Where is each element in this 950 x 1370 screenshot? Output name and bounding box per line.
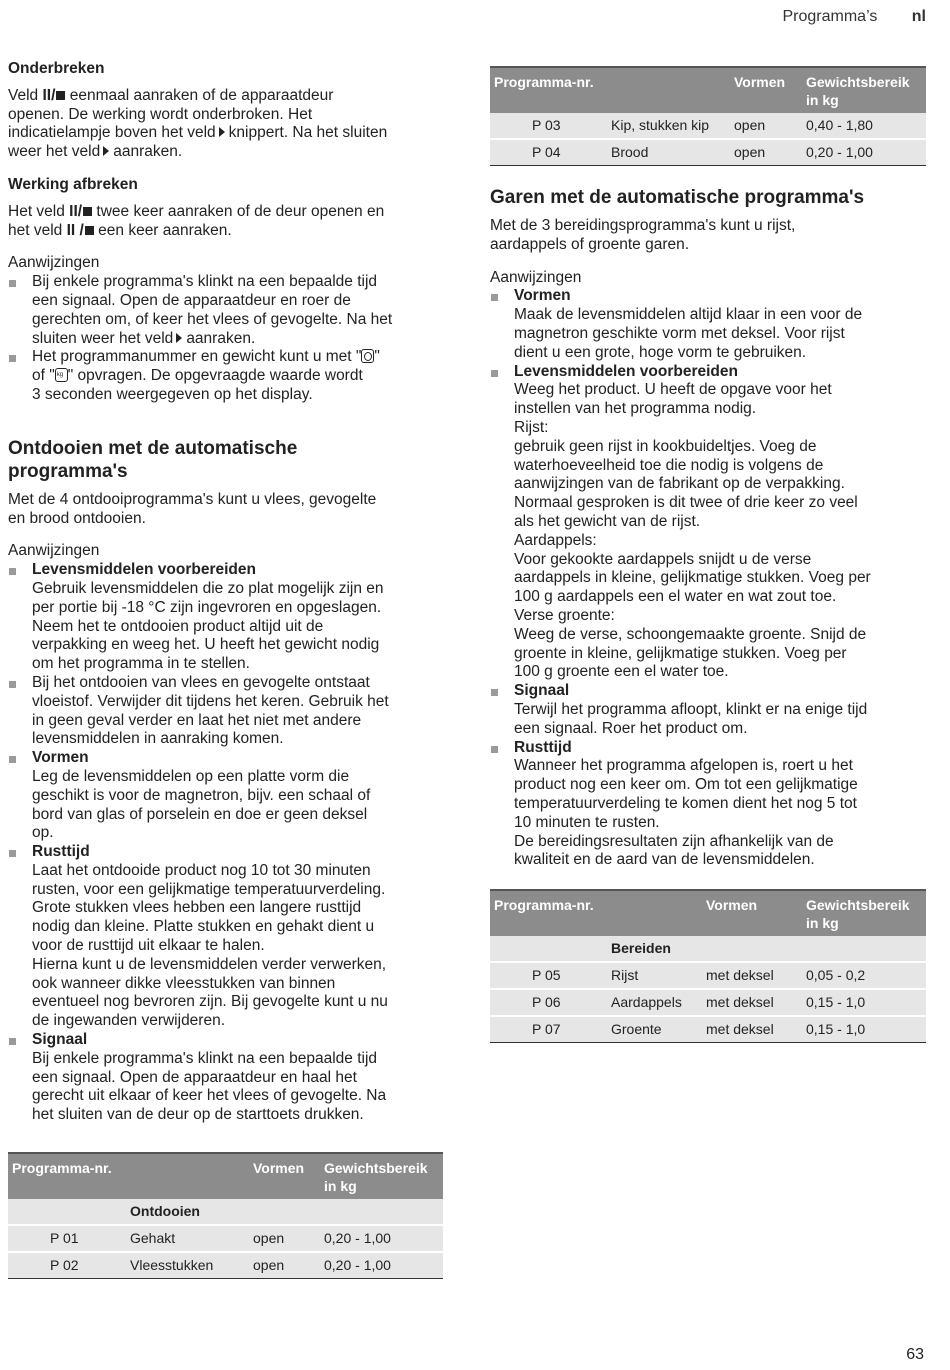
table-header: Programma-nr. Vormen Gewichtsbereik in kg: [8, 1153, 443, 1199]
table-row: Ontdooien: [8, 1199, 443, 1225]
ontdooien-table: [8, 1152, 443, 1279]
table-row: P 01 Gehakt open 0,20 - 1,00: [8, 1225, 443, 1252]
notes-title: Aanwijzingen: [8, 542, 100, 560]
list-item: Signaal Bij enkele programma's klinkt na een bepaalde tijd een signaal. Open de apparaatdeur en haal het gerecht uit elkaar of keer het vlees of gevogelte. Na het sluiten van de deur op de starttoets drukken.: [8, 1031, 440, 1125]
list-item: Bij het ontdooien van vlees en gevogelte ontstaat vloeistof. Verwijder dit tijdens het keren. Gebruik het in geen geval verder en laat het niet met andere levensmiddelen in aanraking komen.: [8, 674, 440, 749]
section-title: Programma’s: [782, 8, 878, 25]
list-item: Vormen Maak de levensmiddelen altijd klaar in een voor de magnetron geschikte vorm met deksel. Voor rijst dient u een grote, hoge vorm te gebruiken.: [490, 287, 926, 362]
table-row: P 07 Groente met deksel 0,15 - 1,0: [490, 1016, 926, 1043]
list-item: Signaal Terwijl het programma afloopt, klinkt er na enige tijd een signaal. Roer het product om.: [490, 682, 926, 738]
notes-list: [490, 287, 926, 870]
onderbreken-title: Onderbreken: [8, 60, 105, 77]
programma-table-1: [490, 66, 926, 166]
table-row: P 05 Rijst met deksel 0,05 - 0,2: [490, 962, 926, 989]
list-item: Rusttijd Laat het ontdooide product nog 10 tot 30 minuten rusten, voor een gelijkmatige temperatuurverdeling. Grote stukken vlees hebben een langere rusttijd nodig dan kleine. Platte stukken en gehakt dient u voor de rusttijd uit elkaar te halen. Hierna kunt u de levensmiddelen verder verwerken, ook wanneer dikke vleesstukken van binnen eventueel nog bevroren zijn. Bij gevogelte kunt u nu de ingewanden verwijderen.: [8, 843, 440, 1031]
play-icon: [219, 127, 225, 137]
table-row: P 04 Brood open 0,20 - 1,00: [490, 139, 926, 166]
notes-list: [8, 273, 440, 405]
table-header: Programma-nr. Vormen Gewichtsbereik in kg: [490, 890, 926, 936]
stop-icon: [85, 226, 94, 235]
onderbreken-text: Veld II/ eenmaal aanraken of de apparaatdeur openen. De werking wordt onderbroken. Het indicatielampje boven het veld knippert. Na het sluiten weer het veld aanraken.: [8, 86, 388, 161]
werking-title: Werking afbreken: [8, 175, 138, 193]
werking-text: Het veld II/ twee keer aanraken of de deur openen en het veld II / een keer aanraken.: [8, 202, 385, 239]
list-item: Rusttijd Wanneer het programma afgelopen is, roert u het product nog een keer om. Om tot een gelijkmatige temperatuurverdeling te komen dient het nog 5 tot 10 minuten te rusten. De bereidingsresultaten zijn afhankelijk van de kwaliteit en de aard van de levensmiddelen.: [490, 739, 926, 871]
right-column: [490, 186, 926, 880]
language-code: nl: [911, 8, 926, 25]
notes-title: Aanwijzingen: [490, 268, 582, 286]
garen-intro: Met de 3 bereidingsprogramma's kunt u rijst, aardappels of groente garen.: [490, 217, 796, 253]
play-icon: [103, 146, 109, 156]
left-column: [8, 60, 440, 1135]
list-item: Levensmiddelen voorbereiden Gebruik levensmiddelen die zo plat mogelijk zijn en per portie bij -18 °C zijn ingevroren en opgeslagen. Neem het te ontdooien product altijd uit de verpakking en weeg het. U heeft het gewicht nodig om het programma in te stellen.: [8, 561, 440, 674]
ontdooien-intro: Met de 4 ontdooiprogramma's kunt u vlees, gevogelte en brood ontdooien.: [8, 490, 377, 527]
bereiden-table: [490, 889, 926, 1043]
table-row: P 06 Aardappels met deksel 0,15 - 1,0: [490, 989, 926, 1016]
list-item: Vormen Leg de levensmiddelen op een platte vorm die geschikt is voor de magnetron, bijv. een schaal of bord van glas of porselein en doe er geen deksel op.: [8, 749, 440, 843]
page-number: 63: [906, 1346, 924, 1363]
notes-title: Aanwijzingen: [8, 254, 100, 272]
table-row: Bereiden: [490, 936, 926, 962]
table-row: P 03 Kip, stukken kip open 0,40 - 1,80: [490, 113, 926, 139]
table-header: Programma-nr. Vormen Gewichtsbereik in kg: [490, 67, 926, 113]
list-item: Het programmanummer en gewicht kunt u met " " of "kg " opvragen. De opgevraagde waarde wordt 3 seconden weergegeven op het display.: [8, 348, 440, 404]
notes-list: [8, 561, 440, 1125]
table-row: P 02 Vleesstukken open 0,20 - 1,00: [8, 1252, 443, 1279]
list-item: Levensmiddelen voorbereiden Weeg het product. U heeft de opgave voor het instellen van het programma nodig. Rijst: gebruik geen rijst in kookbuideltjes. Voeg de waterhoeveelheid toe die nodig is volgens de aanwijzingen van de fabrikant op de verpakking. Normaal gesproken is dit twee of drie keer zo veel als het gewicht van de rijst. Aardappels: Voor gekookte aardappels snijdt u de verse aardappels in kleine, gelijkmatige stukken. Voeg per 100 g aardappels een el water en wat zout toe. Verse groente: Weeg de verse, schoongemaakte groente. Snijd de groente in kleine, gelijkmatige stukken. Voeg per 100 g groente een el water toe.: [490, 363, 926, 683]
weight-icon: [55, 368, 68, 382]
garen-heading: Garen met de automatische programma's: [490, 187, 865, 208]
stop-icon: [83, 207, 92, 216]
list-item: Bij enkele programma's klinkt na een bepaalde tijd een signaal. Open de apparaatdeur en roer de gerechten om, of keer het vlees of gevogelte. Na het sluiten weer het veld aanraken.: [8, 273, 440, 348]
play-icon: [176, 333, 182, 343]
program-icon: [361, 349, 374, 363]
page-header: [782, 8, 926, 26]
ontdooien-heading: Ontdooien met de automatische programma's: [8, 437, 298, 482]
